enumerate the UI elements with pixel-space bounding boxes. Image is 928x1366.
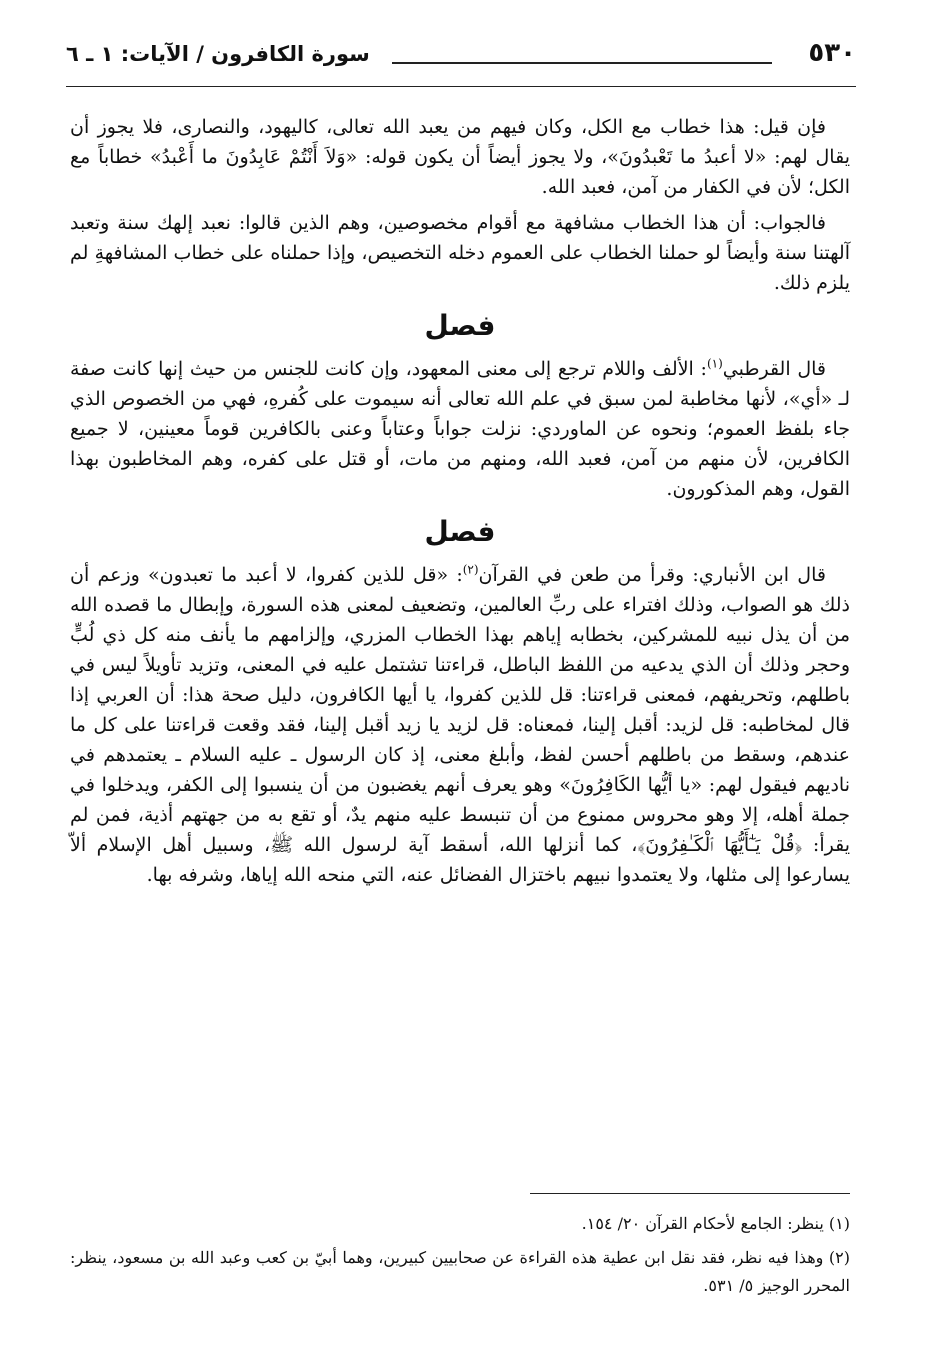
- footnote-ref: (١): [706, 356, 723, 371]
- footnote: (١) ينظر: الجامع لأحكام القرآن ٢٠/ ١٥٤.: [581, 1214, 850, 1233]
- text-span: : «قل للذين كفروا، لا أعبد ما تعبدون» وزعم أن ذلك هو الصواب، وذلك افتراء على ربِّ العالمين، وتضعيف لمعنى هذه السورة، وإبطال ما قصده الله من أن يذل نبيه للمشركين، بخطابه إياهم بهذا الخطاب المزري، وإلزامهم ما يأنف منه كل ذي لُبٍّ وحجر وذلك أن الذي يدعيه من اللفظ الباطل، قراءتنا تشتمل عليه في المعنى، وتزيد تأويلاً ليس في باطلهم، وتحريفهم، فمعنى قراءتنا: قل للذين كفروا، يا أيها الكافرون، دليل صحة هذا: أن العربي إذا قال لمخاطبه: قل لزيد: أقبل إلينا، فمعناه: قل لزيد يا زيد أقبل إلينا، فقد وقعت قراءتنا على كل ما عندهم، وسقط من باطلهم أحسن لفظ، وأبلغ معنى، إذ كان الرسول ـ عليه السلام ـ يعتمدهم في ناديهم فيقول لهم: «يا أيُّها الكَافِرُونَ» وهو يعرف أنهم يغضبون من أن ينسبوا إلى الكفر، ويدخلوا في جملة أهله، إلا وهو محروس ممنوع من أن تنبسط عليه منهم يدٌ، أو تقع به من جهتهم أذية، فمن لم يقرأ: ﴿قُلْ يَـٰٓأَيُّهَا ٱلْكَـٰفِرُونَ﴾، كما أنزلها الله، أسقط آية لرسول الله ﷺ، وسبيل أهل الإسلام ألاّ يسارعوا إلى مثلها، ولا يعتمدوا نبيهم باختزال الفضائل عنه، التي منحه الله إياها، وشرفه بها.: [70, 564, 850, 886]
- paragraph: فإن قيل: هذا خطاب مع الكل، وكان فيهم من يعبد الله تعالى، كاليهود، والنصارى، فلا يجوز أن يقال لهم: «لا أعبدُ ما تَعْبدُونَ»، ولا يجوز أيضاً أن يكون قوله: «وَلاَ أَنْتُمْ عَابِدُونَ ما أَعْبدُ» خطاباً مع الكل؛ لأن في الكفار من آمن، فعبد الله.: [70, 116, 850, 198]
- text-span: : الألف واللام ترجع إلى معنى المعهود، وإن كانت للجنس من حيث إنها كانت صفة لـ «أي»، لأنها مخاطبة لمن سبق في علم الله تعالى أنه سيموت على كُفرهِ، فهي من الخصوص الذي جاء بلفظ العموم؛ ونحوه عن الماوردي: نزلت جواباً وعتاباً وعنى بالكافرين قوماً معينين، لا جميع الكافرين، لأن منهم من آمن، فعبد الله، ومنهم من مات، أو قتل على كفره، وهم المخاطبون بهذا القول، وهم المذكورون.: [70, 358, 850, 500]
- main-text: [70, 112, 850, 896]
- footnote-ref: (٢): [462, 562, 479, 577]
- footnotes: [70, 1210, 850, 1306]
- header-divider: [66, 86, 856, 87]
- paragraph: [70, 354, 850, 504]
- section-heading: فصل: [424, 515, 496, 548]
- footnote-divider: [530, 1193, 850, 1194]
- running-title: سورة الكافرون / الآيات: ١ ـ ٦: [66, 42, 370, 66]
- section-heading: فصل: [424, 309, 496, 342]
- footnote: (٢) وهذا فيه نظر، فقد نقل ابن عطية هذه القراءة عن صحابيين كبيرين، وهما أبيّ بن كعب وعبد الله بن مسعود، ينظر: المحرر الوجيز ٥/ ٥٣١.: [70, 1248, 850, 1295]
- page-number: ٥٣٠: [808, 38, 856, 68]
- paragraph: فالجواب: أن هذا الخطاب مشافهة مع أقوام مخصوصين، وهم الذين قالوا: نعبد إلهك سنة وتعبد آلهتنا سنة وأيضاً لو حملنا الخطاب على العموم دخله التخصيص، وإذا حملناه على خطاب المشافهةِ لم يلزم ذلك.: [70, 212, 850, 294]
- header-rule: [392, 62, 772, 64]
- paragraph: [70, 560, 850, 890]
- running-header: [66, 34, 856, 78]
- text-span: قال ابن الأنباري: وقرأ من طعن في القرآن: [478, 564, 826, 586]
- text-span: قال القرطبي: [722, 358, 826, 380]
